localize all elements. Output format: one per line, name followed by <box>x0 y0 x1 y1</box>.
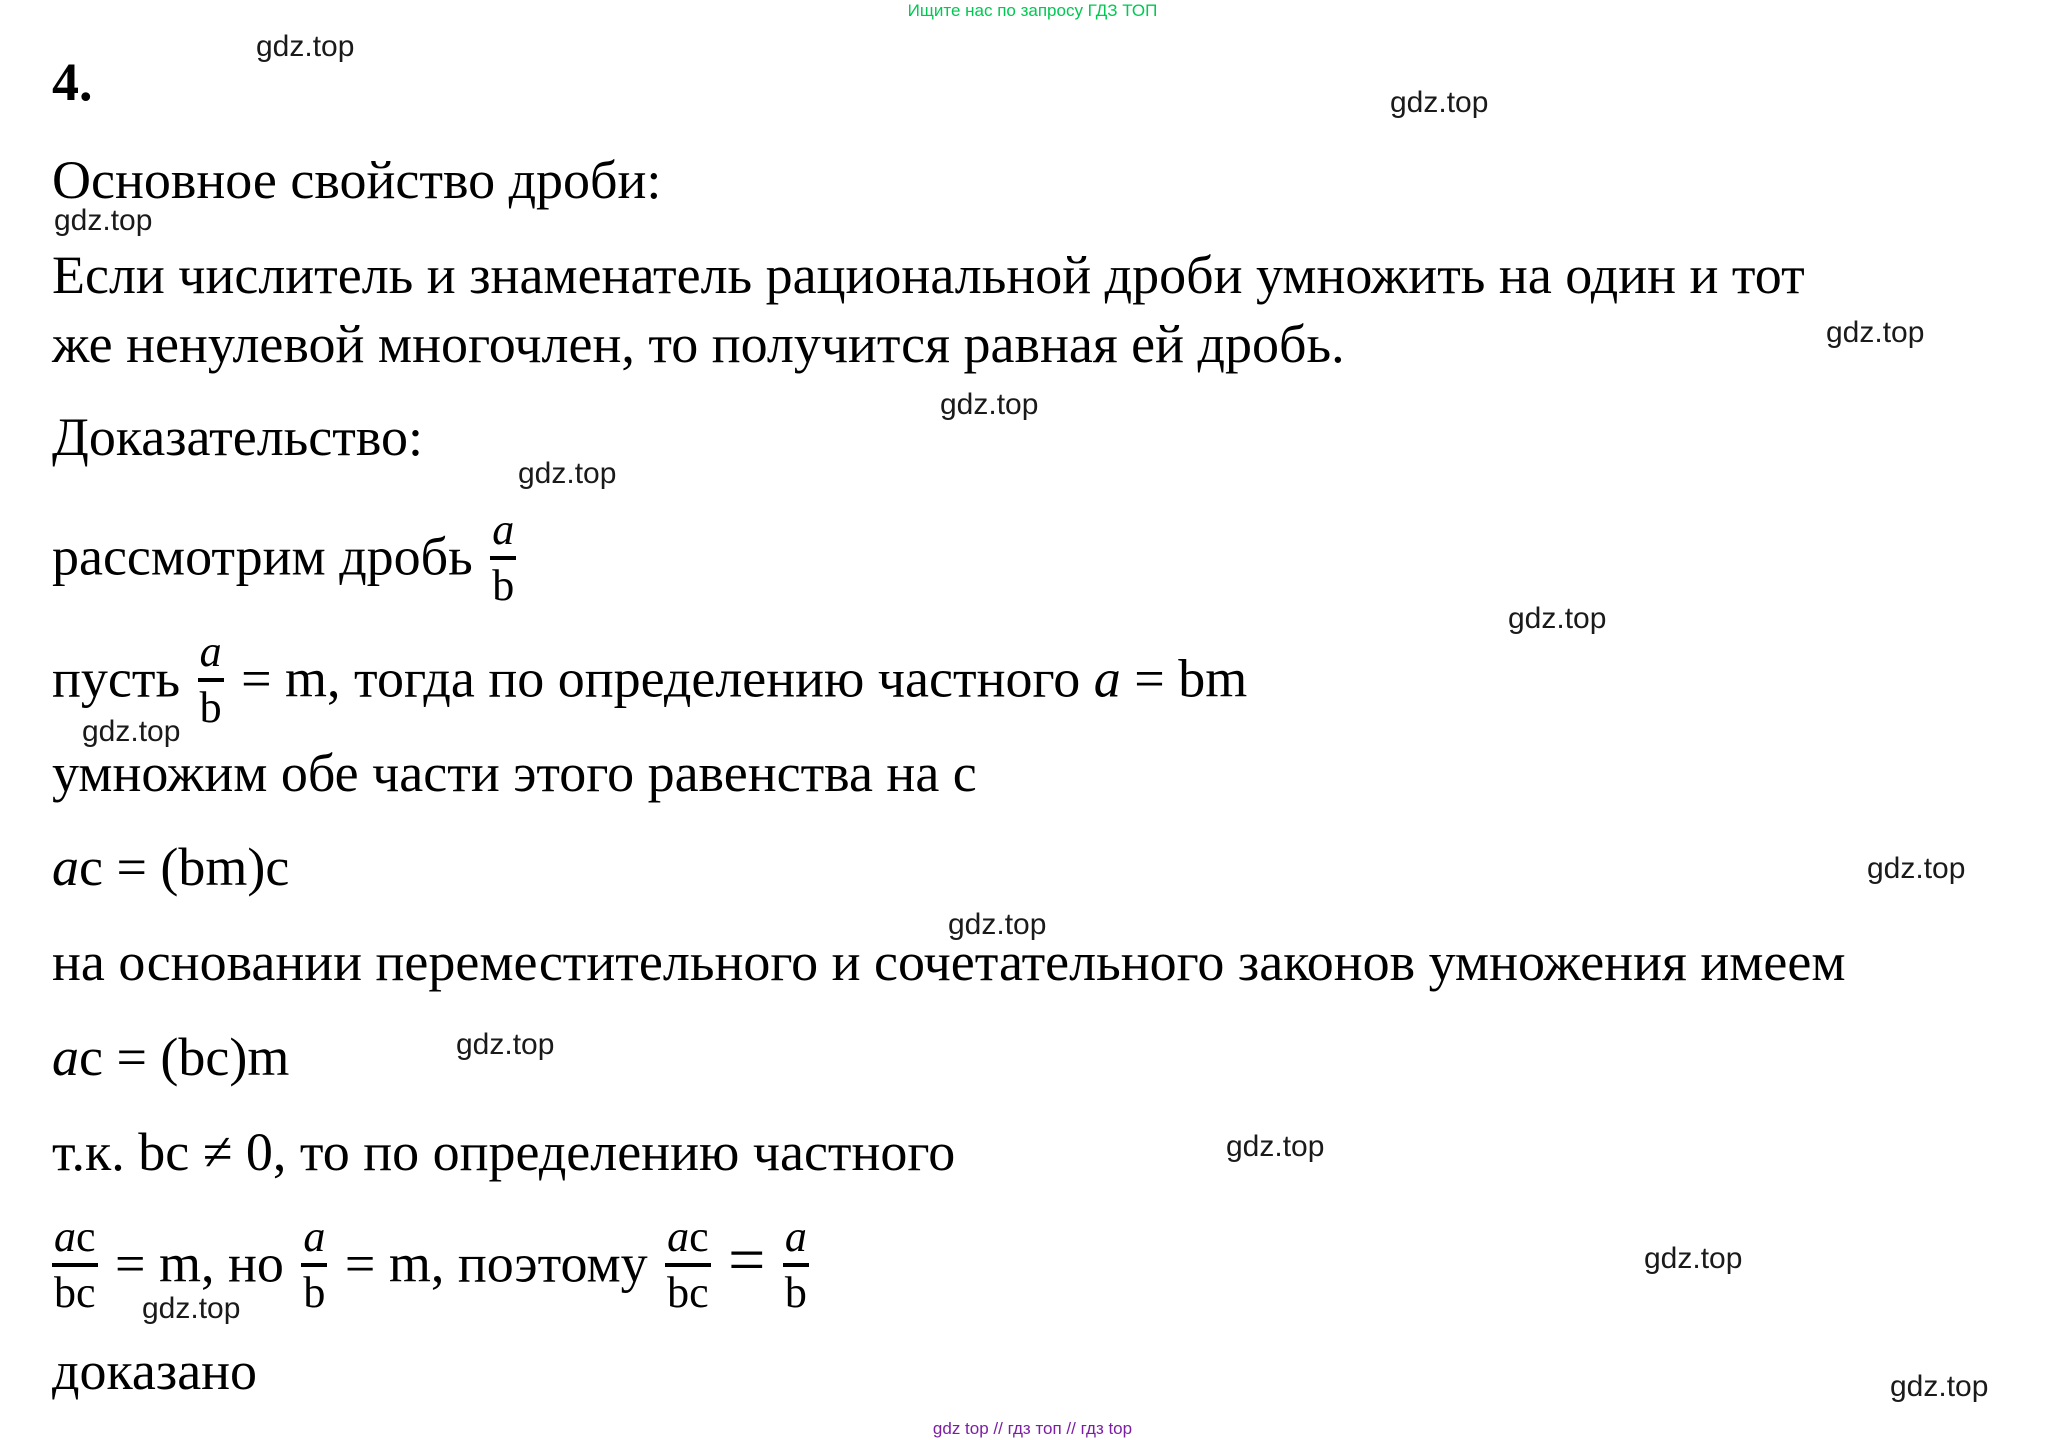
fraction-denominator: bc <box>54 1268 96 1317</box>
watermark: gdz.top <box>940 388 1039 421</box>
fraction-numerator: ac <box>665 1211 711 1267</box>
let-middle: = m, тогда по определению частного <box>227 648 1094 709</box>
footer-links: gdz top // гдз топ // гдз top <box>932 1419 1133 1438</box>
property-heading: Основное свойство дроби: <box>52 150 662 210</box>
watermark: gdz.top <box>1867 852 1966 885</box>
watermark: gdz.top <box>1644 1242 1743 1275</box>
watermark: gdz.top <box>256 30 355 63</box>
fraction-numerator: a <box>198 626 224 682</box>
equation-ac-bm-c <box>52 835 289 899</box>
statement-line-1: Если числитель и знаменатель рациональной дроби умножить на один и тот <box>52 245 1805 305</box>
fraction-a-over-b <box>301 1211 327 1319</box>
let-suffix: = bm <box>1120 648 1248 709</box>
watermark: gdz.top <box>142 1292 241 1325</box>
fraction-numerator: a <box>490 504 516 560</box>
fraction-a-over-b <box>490 504 516 612</box>
proof-conclusion: доказано <box>52 1341 258 1401</box>
final-part-2: = m, поэтому <box>331 1233 662 1294</box>
equation-rest: c = (bm)c <box>79 837 290 897</box>
watermark: gdz.top <box>1890 1370 1989 1403</box>
fraction-numerator: ac <box>52 1211 98 1267</box>
watermark: gdz.top <box>456 1028 555 1061</box>
final-part-1: = m, но <box>101 1233 298 1294</box>
variable-a: a <box>1093 648 1121 709</box>
watermark: gdz.top <box>54 204 153 237</box>
watermark: gdz.top <box>1826 316 1925 349</box>
fraction-denominator: b <box>784 1268 807 1317</box>
fraction-a-over-b <box>198 626 224 734</box>
proof-step-let <box>52 627 1248 738</box>
watermark: gdz.top <box>82 715 181 748</box>
top-banner: Ищите нас по запросу ГДЗ ТОП <box>907 1 1158 20</box>
fraction-denominator: bc <box>667 1268 709 1317</box>
fraction-ac-over-bc <box>52 1211 98 1319</box>
fraction-ac-over-bc <box>665 1211 711 1319</box>
fraction-denominator: b <box>199 683 222 732</box>
watermark: gdz.top <box>518 457 617 490</box>
fraction-a-over-b <box>783 1211 809 1319</box>
problem-number: 4. <box>52 52 93 112</box>
statement-line-2: же ненулевой многочлен, то получится равная ей дробь. <box>52 314 1345 374</box>
equation-ac-bc-m <box>52 1025 289 1089</box>
fraction-denominator: b <box>303 1268 326 1317</box>
watermark: gdz.top <box>1226 1130 1325 1163</box>
fraction-denominator: b <box>492 561 515 610</box>
proof-step-consider <box>52 505 520 616</box>
proof-step-laws: на основании переместительного и сочетательного законов умножения имеем <box>52 932 1846 992</box>
variable-a: a <box>52 837 79 897</box>
fraction-numerator: a <box>301 1211 327 1267</box>
proof-heading: Доказательство: <box>52 407 423 467</box>
watermark: gdz.top <box>948 908 1047 941</box>
equals-sign: = <box>728 1223 766 1297</box>
fraction-numerator: a <box>783 1211 809 1267</box>
equation-rest: c = (bc)m <box>79 1027 290 1087</box>
variable-a: a <box>52 1027 79 1087</box>
proof-step-multiply: умножим обе части этого равенства на c <box>52 743 977 803</box>
let-prefix: пусть <box>52 648 181 709</box>
consider-text: рассмотрим дробь <box>52 526 473 587</box>
watermark: gdz.top <box>1508 602 1607 635</box>
watermark: gdz.top <box>1390 86 1489 119</box>
proof-step-since: т.к. bc ≠ 0, то по определению частного <box>52 1122 956 1182</box>
